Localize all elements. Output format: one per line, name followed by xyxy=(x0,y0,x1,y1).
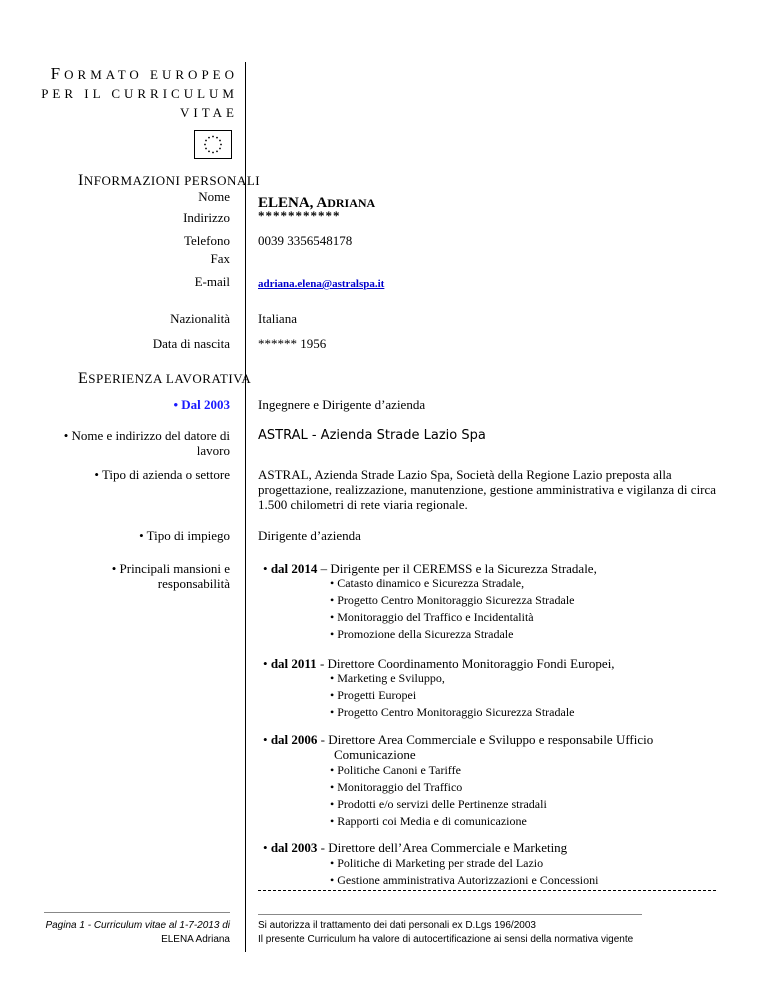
list-item: • Monitoraggio del Traffico xyxy=(330,779,547,796)
column-divider xyxy=(245,62,246,952)
label-employer: • Nome e indirizzo del datore di lavoro xyxy=(63,428,230,458)
label-sector: • Tipo di azienda o settore xyxy=(94,467,230,482)
duty-2014: • dal 2014 – Dirigente per il CEREMSS e la Sicurezza Stradale, xyxy=(263,561,597,576)
list-item: • Gestione amministrativa Autorizzazioni e Concessioni xyxy=(330,872,598,889)
label-nome: Nome xyxy=(198,189,230,204)
value-sector: ASTRAL, Azienda Strade Lazio Spa, Società della Regione Lazio preposta alla progettazione, realizzazione, manutenzione, gestione amministrativa e vigilanza di circa 1.500 chilometri di rete viaria regionale. xyxy=(258,467,717,512)
label-nazionalita: Nazionalità xyxy=(170,311,230,326)
value-period: Ingegnere e Dirigente d’azienda xyxy=(258,397,426,412)
label-period: • Dal 2003 xyxy=(173,397,230,412)
footer-disclaimer: Si autorizza il trattamento dei dati personali ex D.Lgs 196/2003 Il presente Curriculum ha valore di autocertificazione ai sensi della normativa vigente xyxy=(258,914,642,947)
section-personal-info: INFORMAZIONI PERSONALI xyxy=(78,172,261,189)
duty-2006: • dal 2006 - Direttore Area Commerciale e Sviluppo e responsabile Ufficio xyxy=(263,732,654,747)
label-job-type: • Tipo di impiego xyxy=(139,528,230,543)
label-indirizzo: Indirizzo xyxy=(183,210,230,225)
duty-2006-title-cont: Comunicazione xyxy=(334,747,416,762)
value-job-type: Dirigente d’azienda xyxy=(258,528,361,543)
value-data-nascita: ****** 1956 xyxy=(258,336,327,351)
label-telefono: Telefono xyxy=(183,233,230,248)
list-item: • Progetti Europei xyxy=(330,687,574,704)
value-indirizzo: *********** xyxy=(258,208,341,223)
email-container xyxy=(258,275,384,292)
value-employer: ASTRAL - Azienda Strade Lazio Spa xyxy=(258,428,486,443)
duty-2006-items xyxy=(330,762,547,830)
cv-title: FORMATO EUROPEO PER IL CURRICULUM VITAE xyxy=(41,64,238,120)
duty-2003-items xyxy=(330,855,598,889)
email-link[interactable]: adriana.elena@astralspa.it xyxy=(258,278,385,290)
duty-2011-items xyxy=(330,670,574,721)
eu-flag-icon xyxy=(194,130,232,159)
list-item: • Prodotti e/o servizi delle Pertinenze stradali xyxy=(330,796,547,813)
duty-2014-items xyxy=(330,575,574,643)
list-item: • Promozione della Sicurezza Stradale xyxy=(330,626,574,643)
label-duties: • Principali mansioni e responsabilità xyxy=(111,561,230,591)
list-item: • Catasto dinamico e Sicurezza Stradale, xyxy=(330,575,574,592)
list-item: • Marketing e Sviluppo, xyxy=(330,670,574,687)
list-item: • Monitoraggio del Traffico e Incidentalità xyxy=(330,609,574,626)
list-item: • Politiche di Marketing per strade del Lazio xyxy=(330,855,598,872)
label-data-nascita: Data di nascita xyxy=(152,336,230,351)
label-fax: Fax xyxy=(210,251,230,266)
value-telefono: 0039 3356548178 xyxy=(258,233,353,248)
section-experience: ESPERIENZA LAVORATIVA xyxy=(78,370,252,387)
section-separator xyxy=(258,890,716,891)
footer-page-info: Pagina 1 - Curriculum vitae al 1-7-2013 di ELENA Adriana xyxy=(44,912,230,947)
value-nazionalita: Italiana xyxy=(258,311,297,326)
label-email: E-mail xyxy=(194,274,230,289)
full-name: ELENA, ADRIANA xyxy=(258,195,376,211)
duty-2003: • dal 2003 - Direttore dell’Area Commerciale e Marketing xyxy=(263,840,568,855)
list-item: • Progetto Centro Monitoraggio Sicurezza Stradale xyxy=(330,704,574,721)
list-item: • Rapporti coi Media e di comunicazione xyxy=(330,813,547,830)
duty-2011: • dal 2011 - Direttore Coordinamento Monitoraggio Fondi Europei, xyxy=(263,656,615,671)
list-item: • Politiche Canoni e Tariffe xyxy=(330,762,547,779)
list-item: • Progetto Centro Monitoraggio Sicurezza Stradale xyxy=(330,592,574,609)
